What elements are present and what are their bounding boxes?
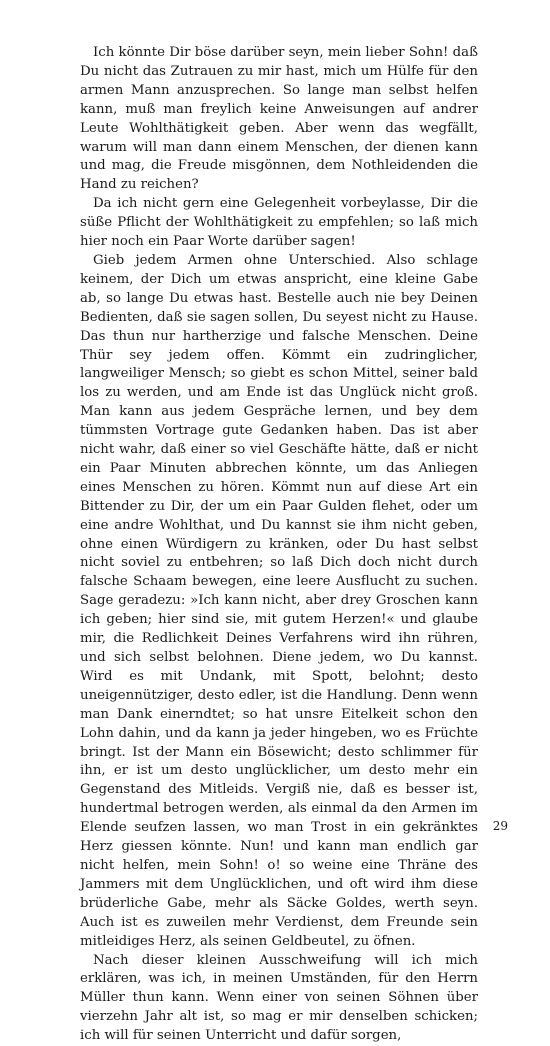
paragraph-1: Ich könnte Dir böse darüber seyn, mein lieber Sohn! daß Du nicht das Zutrauen zu mir hast, mich um Hülfe für den armen Mann anzusprechen. So lange man selbst helfen kann, muß man freylich keine Anweisungen auf andrer Leute Wohlthätigkeit geben. Aber wenn das wegfällt, warum will man dann einem Menschen, der dienen kann und mag, die Freude misgönnen, dem Nothleidenden die Hand zu reichen? bbox=[80, 44, 478, 195]
paragraph-3: Gieb jedem Armen ohne Unterschied. Also schlage keinem, der Dich um etwas anspricht, eine kleine Gabe ab, so lange Du etwas hast. Bestelle auch nie bey Deinen Bedienten, daß sie sagen sollen, Du seyest nicht zu Hause. Das thun nur hartherzige und falsche Menschen. Deine Thür sey jedem offen. Kömmt ein zudringlicher, langweiliger Mensch; so giebt es schon Mittel, seiner bald los zu werden, und am Ende ist das Unglück nicht groß. Man kann aus jedem Gespräche lernen, und bey dem tümmsten Vortrage gute Gedanken haben. Das ist aber nicht wahr, daß einer so viel Geschäfte hätte, daß er nicht ein Paar Minuten abbrechen könnte, um das Anliegen eines Menschen zu hören. Kömmt nun auf diese Art ein Bittender zu Dir, der um ein Paar Gulden flehet, oder um eine andre Wohlthat, und Du kannst sie ihm nicht geben, ohne einen Würdigern zu kränken, oder Du hast selbst nicht soviel zu entbehren; so laß Dich doch nicht durch falsche Schaam bewegen, eine leere Ausflucht zu suchen. Sage geradezu: »Ich kann nicht, aber drey Groschen kann ich geben; hier sind sie, mit gutem Herzen!« und glaube mir, die Redlichkeit Deines Verfahrens wird ihn rühren, und sich selbst belohnen. Diene jedem, wo Du kannst. Wird es mit Undank, mit Spott, belohnt; desto uneigennütziger, desto edler, ist die Handlung. Denn wenn man Dank einerndtet; so hat unsre Eitelkeit schon den Lohn dahin, und da kann ja jeder hingeben, wo es Früchte bringt. Ist der Mann ein Bösewicht; desto schlimmer für ihn, er ist um desto unglücklicher, um desto mehr ein Gegenstand des Mitleids. Vergiß nie, daß es besser ist, hundertmal betrogen werden, als einmal da den Armen im Elende seufzen lassen, wo man Trost in ein gekränktes Herz giessen könnte. Nun! und kann man endlich gar nicht helfen, mein Sohn! o! so weine eine Thräne des Jammers mit dem Unglücklichen, und oft wird ihm diese brüderliche Gabe, mehr als Säcke Goldes, werth seyn. Auch ist es zuweilen mehr Verdienst, dem Freunde sein mitleidiges Herz, als seinen Geldbeutel, zu öfnen. bbox=[80, 252, 478, 952]
page-number: 29 bbox=[493, 819, 508, 833]
body-text bbox=[80, 44, 478, 1046]
paragraph-4: Nach dieser kleinen Ausschweifung will ich mich erklären, was ich, in meinen Umständen, für den Herrn Müller thun kann. Wenn einer von seinen Söhnen über vierzehn Jahr alt ist, so mag er mir denselben schicken; ich will für seinen Unterricht und dafür sorgen, bbox=[80, 952, 478, 1046]
paragraph-2: Da ich nicht gern eine Gelegenheit vorbeylasse, Dir die süße Pflicht der Wohlthätigkeit zu empfehlen; so laß mich hier noch ein Paar Worte darüber sagen! bbox=[80, 195, 478, 252]
